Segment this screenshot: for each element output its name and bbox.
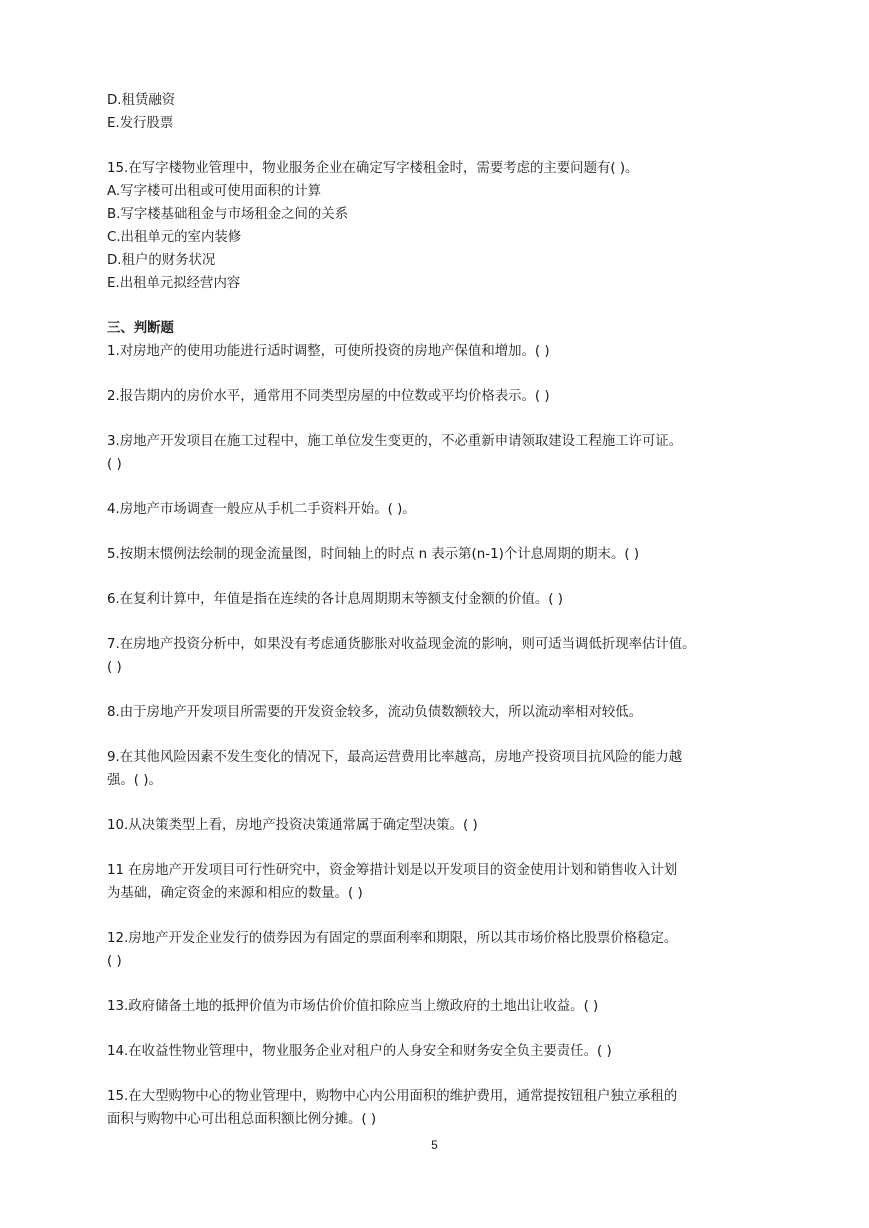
judgment-question xyxy=(107,859,767,905)
judgment-question xyxy=(107,430,767,476)
question-text-line: 3.房地产开发项目在施工过程中，施工单位发生变更的，不必重新申请领取建设工程施工许可证。 xyxy=(107,434,683,449)
question-text-line: 为基础，确定资金的来源和相应的数量。( ) xyxy=(107,886,363,901)
judgment-question xyxy=(107,385,767,408)
option-b: B.写字楼基础租金与市场租金之间的关系 xyxy=(107,207,349,222)
question-text-line: 强。( )。 xyxy=(107,773,162,788)
question-stem: 15.在写字楼物业管理中，物业服务企业在确定写字楼租金时，需要考虑的主要问题有( )。 xyxy=(107,161,639,176)
question-text-line: ( ) xyxy=(107,457,122,472)
judgment-question xyxy=(107,927,767,973)
question-text-line: 8.由于房地产开发项目所需要的开发资金较多，流动负债数额较大，所以流动率相对较低。 xyxy=(107,705,643,720)
question-text-line: ( ) xyxy=(107,660,122,675)
question-text-line: 9.在其他风险因素不发生变化的情况下，最高运营费用比率越高，房地产投资项目抗风险的能力越 xyxy=(107,750,683,765)
judgment-question xyxy=(107,1040,767,1063)
section-heading: 三、判断题 xyxy=(107,321,174,336)
question-text-line: 14.在收益性物业管理中，物业服务企业对租户的人身安全和财务安全负主要责任。( ) xyxy=(107,1044,612,1059)
previous-question-options xyxy=(107,89,767,135)
page-number: 5 xyxy=(431,1138,438,1152)
judgment-question xyxy=(107,995,767,1018)
question-text-line: 4.房地产市场调查一般应从手机二手资料开始。( )。 xyxy=(107,502,416,517)
judgment-question xyxy=(107,340,767,363)
judgment-question xyxy=(107,633,767,679)
option-d: D.租赁融资 xyxy=(107,93,176,108)
question-text-line: 2.报告期内的房价水平，通常用不同类型房屋的中位数或平均价格表示。( ) xyxy=(107,389,550,404)
judgment-question xyxy=(107,588,767,611)
option-e: E.出租单元拟经营内容 xyxy=(107,276,241,291)
option-c: C.出租单元的室内装修 xyxy=(107,230,242,245)
question-text-line: 7.在房地产投资分析中，如果没有考虑通货膨胀对收益现金流的影响，则可适当调低折现率估计值。 xyxy=(107,637,696,652)
page-content xyxy=(107,89,767,1153)
option-e: E.发行股票 xyxy=(107,116,174,131)
judgment-question xyxy=(107,746,767,792)
judgment-question xyxy=(107,701,767,724)
option-d: D.租户的财务状况 xyxy=(107,253,216,268)
question-text-line: 面积与购物中心可出租总面积额比例分摊。( ) xyxy=(107,1112,377,1127)
judgment-question xyxy=(107,498,767,521)
question-text-line: 12.房地产开发企业发行的债券因为有固定的票面利率和期限，所以其市场价格比股票价格稳定。 xyxy=(107,931,678,946)
judgment-question xyxy=(107,814,767,837)
judgment-question xyxy=(107,543,767,566)
judgment-question xyxy=(107,1085,767,1131)
question-text-line: 5.按期末惯例法绘制的现金流量图，时间轴上的时点 n 表示第(n-1)个计息周期的期末。( ) xyxy=(107,547,640,562)
question-text-line: 10.从决策类型上看，房地产投资决策通常属于确定型决策。( ) xyxy=(107,818,478,833)
question-text-line: ( ) xyxy=(107,954,122,969)
judgment-question-list xyxy=(107,340,767,1131)
option-a: A.写字楼可出租或可使用面积的计算 xyxy=(107,184,322,199)
question-text-line: 1.对房地产的使用功能进行适时调整，可使所投资的房地产保值和增加。( ) xyxy=(107,344,550,359)
question-15-multiple-choice xyxy=(107,157,767,295)
question-text-line: 6.在复利计算中，年值是指在连续的各计息周期期末等额支付金额的价值。( ) xyxy=(107,592,563,607)
question-text-line: 13.政府储备土地的抵押价值为市场估价价值扣除应当上缴政府的土地出让收益。( ) xyxy=(107,999,599,1014)
question-text-line: 11 在房地产开发项目可行性研究中，资金筹措计划是以开发项目的资金使用计划和销售收入计划 xyxy=(107,863,678,878)
question-text-line: 15.在大型购物中心的物业管理中，购物中心内公用面积的维护费用，通常提按钮租户独立承租的 xyxy=(107,1089,678,1104)
